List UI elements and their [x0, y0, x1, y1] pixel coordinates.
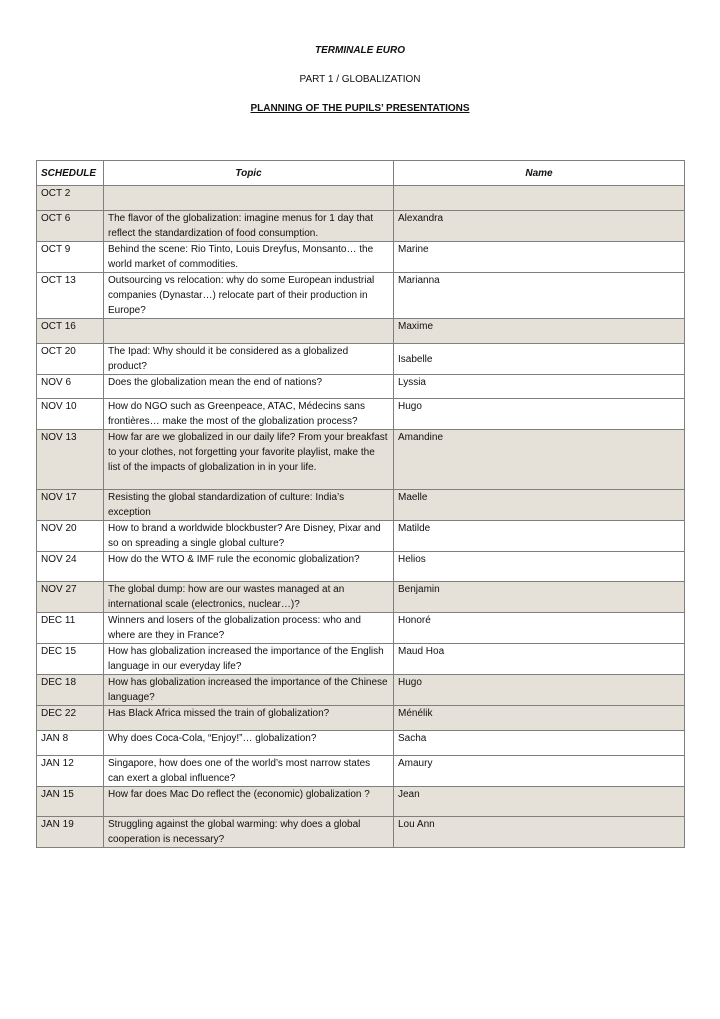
- table-row: [37, 186, 685, 211]
- column-header-name: Name: [394, 161, 685, 186]
- cell-topic: How to brand a worldwide blockbuster? Are Disney, Pixar and so on spreading a single global culture?: [104, 521, 394, 552]
- cell-topic: Resisting the global standardization of culture: India’s exception: [104, 490, 394, 521]
- cell-date: JAN 19: [37, 817, 104, 848]
- cell-date: NOV 10: [37, 399, 104, 430]
- table-row: [37, 582, 685, 613]
- table-header-row: [37, 161, 685, 186]
- cell-date: NOV 27: [37, 582, 104, 613]
- cell-topic: The Ipad: Why should it be considered as a globalized product?: [104, 344, 394, 375]
- cell-name: Maxime: [394, 319, 685, 344]
- cell-name: Isabelle: [394, 344, 685, 375]
- table-row: [37, 817, 685, 848]
- table-row: [37, 319, 685, 344]
- cell-topic: Why does Coca-Cola, “Enjoy!”… globalization?: [104, 731, 394, 756]
- cell-topic: Winners and losers of the globalization process: who and where are they in France?: [104, 613, 394, 644]
- table-row: [37, 375, 685, 399]
- cell-name: Alexandra: [394, 211, 685, 242]
- cell-name: Sacha: [394, 731, 685, 756]
- cell-date: OCT 20: [37, 344, 104, 375]
- cell-topic: How has globalization increased the importance of the Chinese language?: [104, 675, 394, 706]
- cell-topic: [104, 319, 394, 344]
- cell-date: DEC 11: [37, 613, 104, 644]
- cell-name: Matilde: [394, 521, 685, 552]
- table-row: [37, 344, 685, 375]
- table-row: [37, 521, 685, 552]
- cell-date: OCT 9: [37, 242, 104, 273]
- cell-topic: Singapore, how does one of the world’s most narrow states can exert a global influence?: [104, 756, 394, 787]
- cell-name: Marine: [394, 242, 685, 273]
- cell-date: NOV 6: [37, 375, 104, 399]
- cell-name: Lyssia: [394, 375, 685, 399]
- cell-date: OCT 13: [37, 273, 104, 319]
- cell-topic: How has globalization increased the importance of the English language in our everyday life?: [104, 644, 394, 675]
- cell-topic: How do the WTO & IMF rule the economic globalization?: [104, 552, 394, 582]
- cell-date: NOV 20: [37, 521, 104, 552]
- table-row: [37, 552, 685, 582]
- cell-topic: Does the globalization mean the end of nations?: [104, 375, 394, 399]
- table-row: [37, 242, 685, 273]
- column-header-schedule: SCHEDULE: [37, 161, 104, 186]
- cell-name: Ménélik: [394, 706, 685, 731]
- cell-topic: How far does Mac Do reflect the (economic) globalization ?: [104, 787, 394, 817]
- table-row: [37, 613, 685, 644]
- cell-date: NOV 17: [37, 490, 104, 521]
- cell-date: OCT 6: [37, 211, 104, 242]
- cell-name: Honoré: [394, 613, 685, 644]
- cell-name: Jean: [394, 787, 685, 817]
- table-row: [37, 273, 685, 319]
- column-header-topic: Topic: [104, 161, 394, 186]
- cell-name: [394, 186, 685, 211]
- cell-name: Maud Hoa: [394, 644, 685, 675]
- cell-date: NOV 13: [37, 430, 104, 490]
- presentations-table: [36, 160, 685, 848]
- cell-name: Amaury: [394, 756, 685, 787]
- cell-name: Amandine: [394, 430, 685, 490]
- cell-name: Maelle: [394, 490, 685, 521]
- cell-date: NOV 24: [37, 552, 104, 582]
- cell-name: Lou Ann: [394, 817, 685, 848]
- table-row: [37, 731, 685, 756]
- cell-topic: Struggling against the global warming: why does a global cooperation is necessary?: [104, 817, 394, 848]
- cell-topic: How do NGO such as Greenpeace, ATAC, Médecins sans frontières… make the most of the globalization process?: [104, 399, 394, 430]
- cell-name: Marianna: [394, 273, 685, 319]
- cell-name: Helios: [394, 552, 685, 582]
- cell-topic: How far are we globalized in our daily life? From your breakfast to your clothes, not forgetting your favorite playlist, make the list of the impacts of globalization in in your life.: [104, 430, 394, 490]
- cell-date: JAN 15: [37, 787, 104, 817]
- table-row: [37, 430, 685, 490]
- table-row: [37, 706, 685, 731]
- cell-date: DEC 22: [37, 706, 104, 731]
- table-row: [37, 490, 685, 521]
- cell-name: Benjamin: [394, 582, 685, 613]
- cell-topic: Behind the scene: Rio Tinto, Louis Dreyfus, Monsanto… the world market of commodities.: [104, 242, 394, 273]
- cell-topic: The global dump: how are our wastes managed at an international scale (electronics, nuclear…)?: [104, 582, 394, 613]
- table-row: [37, 787, 685, 817]
- cell-date: DEC 15: [37, 644, 104, 675]
- document-heading: PLANNING OF THE PUPILS’ PRESENTATIONS: [250, 103, 470, 114]
- cell-topic: The flavor of the globalization: imagine menus for 1 day that reflect the standardization of food consumption.: [104, 211, 394, 242]
- cell-date: OCT 16: [37, 319, 104, 344]
- cell-topic: Has Black Africa missed the train of globalization?: [104, 706, 394, 731]
- table-row: [37, 644, 685, 675]
- cell-date: JAN 8: [37, 731, 104, 756]
- table-row: [37, 756, 685, 787]
- table-body: [37, 186, 685, 848]
- cell-name: Hugo: [394, 399, 685, 430]
- cell-name: Hugo: [394, 675, 685, 706]
- table-row: [37, 399, 685, 430]
- table-row: [37, 211, 685, 242]
- cell-date: JAN 12: [37, 756, 104, 787]
- document-title: TERMINALE EURO: [315, 45, 405, 56]
- cell-date: OCT 2: [37, 186, 104, 211]
- document-part: PART 1 / GLOBALIZATION: [299, 74, 421, 85]
- cell-topic: [104, 186, 394, 211]
- cell-date: DEC 18: [37, 675, 104, 706]
- cell-topic: Outsourcing vs relocation: why do some European industrial companies (Dynastar…) relocate part of their production in Europe?: [104, 273, 394, 319]
- table-row: [37, 675, 685, 706]
